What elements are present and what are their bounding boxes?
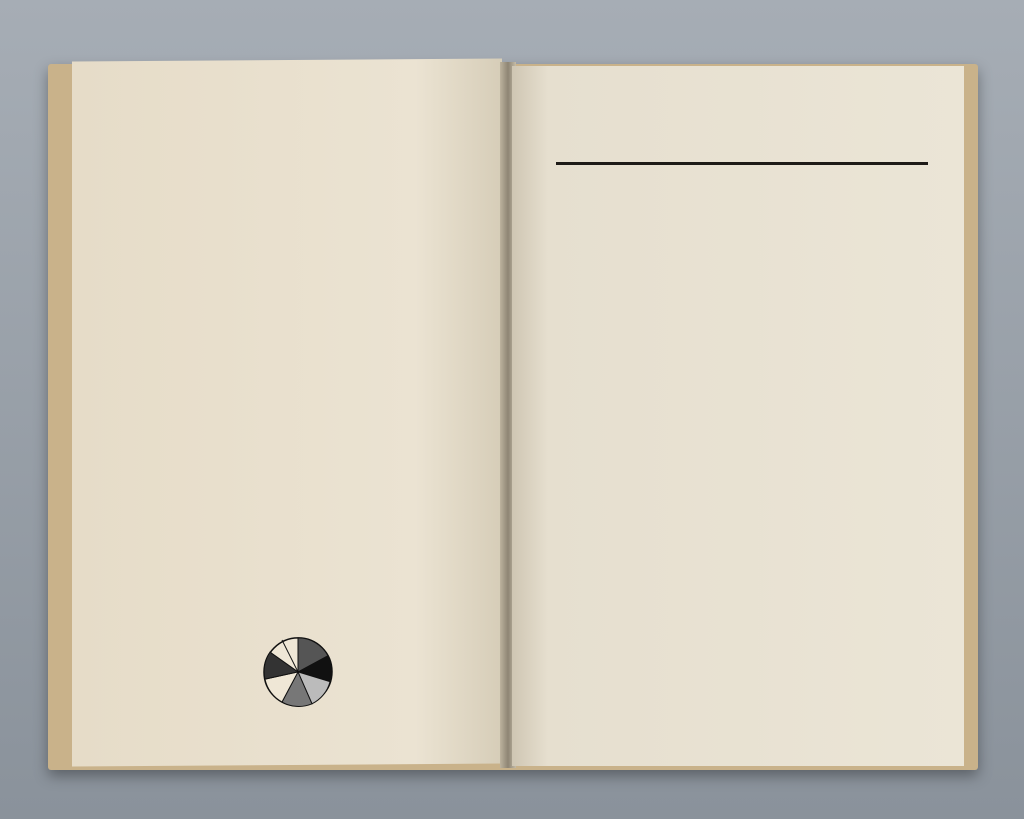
minerals-note: [354, 381, 464, 382]
industry-note: [248, 581, 462, 582]
diagram-header: [222, 615, 372, 616]
title-rule: [556, 162, 928, 165]
pie-legend-diagram: [260, 634, 336, 711]
right-page: [512, 66, 964, 766]
income-bar-chart: [592, 374, 922, 544]
left-page: [72, 58, 502, 766]
